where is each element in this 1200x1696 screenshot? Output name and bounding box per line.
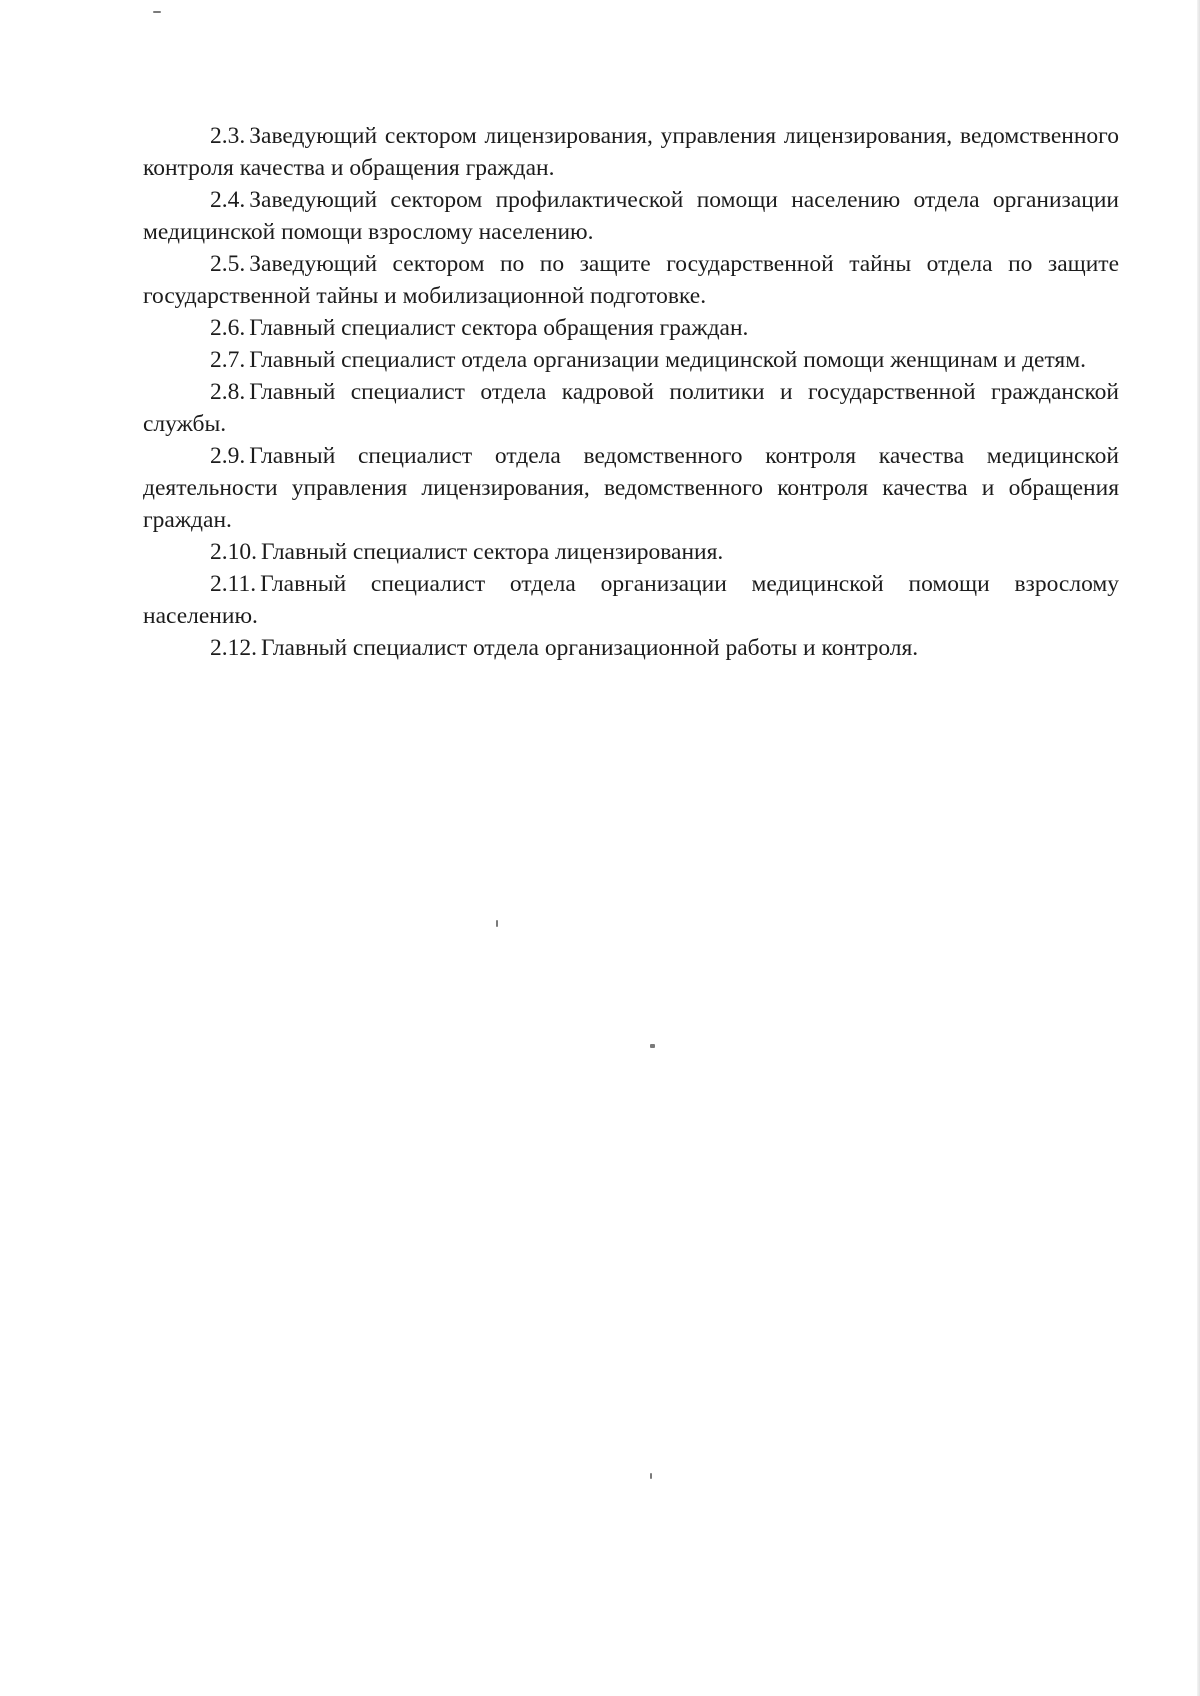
item-number: 2.11. [210, 571, 257, 597]
item-number: 2.9. [210, 443, 246, 469]
item-number: 2.7. [210, 347, 246, 373]
list-item [143, 344, 1119, 376]
item-text: Главный специалист отдела кадровой политики и государственной гражданской службы. [143, 379, 1119, 437]
item-text: Главный специалист отдела ведомственного контроля качества медицинской деятельности управления лицензирования, ведомственного контроля качества и обращения граждан. [143, 443, 1119, 533]
scan-speck [650, 1044, 655, 1048]
item-text: Заведующий сектором профилактической помощи населению отдела организации медицинской помощи взрослому населению. [143, 187, 1119, 245]
scan-speck [650, 1473, 652, 1479]
item-text: Заведующий сектором по по защите государственной тайны отдела по защите государственной тайны и мобилизационной подготовке. [143, 251, 1119, 309]
item-text: Главный специалист сектора обращения граждан. [249, 315, 749, 341]
list-item [143, 632, 1119, 664]
item-text: Главный специалист отдела организации медицинской помощи женщинам и детям. [249, 347, 1086, 373]
list-item [143, 440, 1119, 536]
list-item [143, 536, 1119, 568]
list-item [143, 184, 1119, 248]
item-text: Главный специалист отдела организационной работы и контроля. [261, 635, 919, 661]
item-number: 2.8. [210, 379, 246, 405]
item-text: Заведующий сектором лицензирования, управления лицензирования, ведомственного контроля качества и обращения граждан. [143, 123, 1119, 181]
item-number: 2.4. [210, 187, 246, 213]
list-item [143, 248, 1119, 312]
item-number: 2.6. [210, 315, 246, 341]
item-text: Главный специалист отдела организации медицинской помощи взрослому населению. [143, 571, 1119, 629]
item-number: 2.5. [210, 251, 246, 277]
list-item [143, 120, 1119, 184]
document-body [143, 120, 1119, 664]
item-number: 2.10. [210, 539, 257, 565]
item-text: Главный специалист сектора лицензирования. [261, 539, 724, 565]
item-number: 2.12. [210, 635, 257, 661]
list-item [143, 376, 1119, 440]
list-item [143, 568, 1119, 632]
item-number: 2.3. [210, 123, 246, 149]
scan-speck [153, 11, 161, 13]
list-item [143, 312, 1119, 344]
scan-speck [496, 920, 498, 927]
